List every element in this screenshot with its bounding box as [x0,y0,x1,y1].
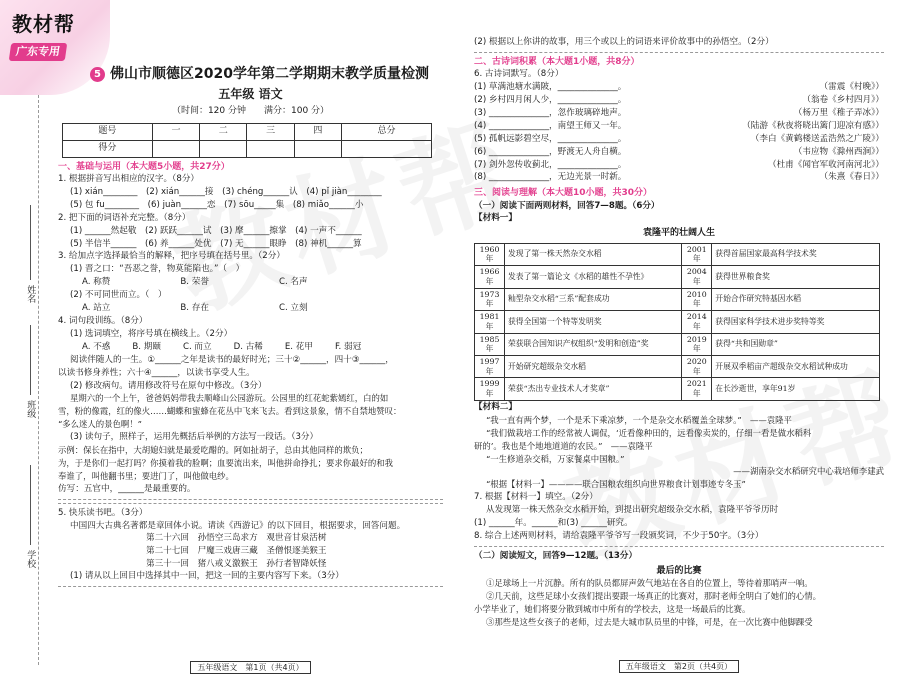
question-7: 7. 根据【材料一】填空。（2分） [474,492,598,503]
option: D. 古稀 [233,341,263,352]
timeline-event: 在长沙逝世，享年91岁 [712,378,880,400]
poem-line[interactable] [474,107,884,120]
poem-source: （杨万里《稚子弄冰》） [793,107,884,118]
question-3: 3. 给加点字选择最恰当的解释，把序号填在括号里。（2分） [58,251,285,262]
quote: “我一直有两个梦，一个是禾下乘凉梦，一个是杂交水稻覆盖全球梦。” ——袁隆平 [486,414,792,425]
question-2: 2. 把下面的词语补充完整。（8分） [58,212,191,223]
story-paragraph: ③那些是这些女孩子的老师，过去是大城市队员里的中锋，可是，在一次比赛中他脚踝受 [486,616,813,627]
timeline-year: 2001年 [682,243,712,265]
question-5-text: 中国四大古典名著都是章回体小说。请读《西游记》的以下回目，根据要求，回答问题。 [70,520,406,531]
timeline-event: 获得“共和国勋章” [712,333,880,355]
binding-strip [0,95,48,679]
poem-list [474,81,884,184]
option: C. 而立 [182,341,212,352]
score-table [62,123,432,158]
score-cell: 题号 [63,123,153,140]
question-5-ask: (1) 请从以上回目中选择其中一回，把这一回的主要内容写下来。（3分） [70,571,344,582]
question-5: 5. 快乐读书吧。（3分） [58,507,148,518]
timeline-event: 发现了第一株天然杂交水稻 [505,243,682,265]
question-4-part-3: (3) 读句子，照样子，运用先概括后举例的方法写一段话。（3分） [70,432,319,443]
question-4-options [58,341,443,354]
question-4-passage[interactable]: 阅读伴随人的一生。①______之年是读书的最好时光；三十②______，四十③______， [70,354,394,365]
option: A. 站立 [82,303,111,314]
answer-line[interactable] [474,52,884,53]
option: C. 名声 [278,277,308,288]
question-3-part-2-options [58,302,443,315]
option: B. 存在 [180,303,209,314]
sentence-to-fix: 星期六的一个上午，爸爸妈妈带我去顺峰山公园游玩。公园里的红花蛇紫嫣红，白的如 [70,393,389,404]
binding-dash [38,95,39,665]
quote: “根据【材料一】————联合国粮农组织向世界粮食计划事迹专冬玉” [486,479,746,490]
timeline-year: 2021年 [682,378,712,400]
story-title: 最后的比赛 [656,565,702,576]
timeline-event: 发表了第一篇论文《水稻的雄性不孕性》 [505,266,682,288]
score-input[interactable] [294,140,341,157]
quote: “一生修道杂交稻，万家餐桌中国粮。” [486,453,625,464]
score-input[interactable] [200,140,247,157]
timeline-year: 1985年 [475,333,505,355]
timeline-year: 2014年 [682,311,712,333]
quote: 研的’。我也是个地地道道的农民。” ——袁隆平 [474,440,653,451]
question-4-passage[interactable]: 以读书修身养性；六十④______，以读书享受人生。 [58,367,255,378]
score-cell: 得分 [63,140,153,157]
score-cell: 三 [247,123,294,140]
exam-subtitle: 五年级 语文 [218,86,283,101]
section-3-heading: 三、阅读与理解（本大题10小题，共30分） [474,188,653,199]
brand-title: 教材帮 [12,12,75,36]
answer-line[interactable] [58,503,443,504]
option: F. 弱冠 [334,341,362,352]
timeline-event: 荣获“杰出专业技术人才奖章” [505,378,682,400]
page-number: 五年级语文 第1页（共4页） [190,661,310,674]
question-7-text: 从发现第一株天然杂交水稻开始，到提出研究超级杂交水稻，袁隆平爷爷历时 [486,505,779,516]
timeline-year: 1960年 [475,243,505,265]
poem-source: （韦应物《滁州西涧》） [793,146,884,157]
score-cell: 四 [294,123,341,140]
poem-line-text: (2) 乡村四月闲人少，______________。 [474,94,627,105]
poem-line-text: (7) 剑外忽传收蓟北，______________。 [474,159,627,170]
chapter-title: 第二十七回 尸魔三戏唐三藏 圣僧恨逐美猴王 [146,546,327,557]
brand-tag: 广东专用 [9,43,67,61]
poem-line[interactable] [474,81,884,94]
question-1: 1. 根据拼音写出相应的汉字。（8分） [58,174,200,184]
school-line [30,465,31,545]
reading-1-heading: （一）阅读下面两则材料，回答7—8题。（6分） [474,200,660,211]
name-line [30,205,31,280]
option: E. 花甲 [284,341,313,352]
school-label: 学校 [25,550,36,568]
chapter-title: 第二十六回 孙悟空三岛求方 观世音甘泉活树 [146,533,327,544]
exam-number-badge: 5 [90,67,105,82]
score-value-row [63,140,432,157]
poem-line[interactable] [474,94,884,107]
story-paragraph: ②几天前，这些足球小女孩们提出要跟一场真正的比赛对，那时老师全明白了她们的心情。 [486,590,821,601]
timeline-row [475,333,880,355]
option: A. 不惑 [82,341,111,352]
example-text: 示例：保长在指中，大胡媳妇就是最爱吃醋的。阿如扯胡子，总由其他同样的欺负； [58,445,368,456]
quote: “我们做栽培工作的经常被人调侃，‘近看像种田的，远看像卖炭的，仔细一看是做水稻科 [486,427,812,438]
timeline-event: 开始合作研究特基因水稻 [712,288,880,310]
timeline-year: 1973年 [475,288,505,310]
timeline-year: 1997年 [475,355,505,377]
timeline-event: 籼型杂交水稻“三系”配套成功 [505,288,682,310]
poem-source: （杜甫《闻官军收河南河北》） [767,159,884,170]
answer-line[interactable] [58,586,443,587]
poem-source: （雷震《村晚》） [819,82,884,93]
score-cell: 二 [200,123,247,140]
page-2 [474,36,884,671]
exam-title-text: 佛山市顺德区2020学年第二学期期末教学质量检测 [110,66,429,82]
score-cell: 一 [152,123,199,140]
exam-title [90,66,443,84]
question-1-row-1[interactable]: (1) xián________ (2) xián______接 (3) chéng______认 (4) pǐ jiàn________ [70,186,382,197]
question-4-part-2: (2) 修改病句。请用修改符号在原句中修改。（3分） [70,380,267,391]
poem-line[interactable] [474,171,884,184]
timeline-row [475,266,880,288]
timeline-year: 2019年 [682,333,712,355]
poem-line-text: (3) ______________，忽作玻璃碎地声。 [474,107,627,118]
timeline-row [475,288,880,310]
material-1-label: 【材料一】 [474,213,517,224]
option: C. 立刻 [278,303,308,314]
question-1-row-2[interactable]: (5) 包 fu________ (6) juàn______恋 (7) sōu_____集 (8) miǎo______小 [70,199,364,210]
poem-line[interactable] [474,133,884,146]
timeline-year: 2004年 [682,266,712,288]
poem-line-text: (8) ______________，无边光景一时新。 [474,172,627,183]
poem-line[interactable] [474,146,884,159]
class-line [30,325,31,395]
class-label: 班级 [25,400,36,418]
timeline-row [475,355,880,377]
question-2-row-2[interactable]: (5) 半信半______ (6) 养______处优 (7) 无______眼睁 (8) 神机______算 [70,238,362,249]
example-text: 奉谁了，叫他翻书里；要进门了，叫他做电纱。 [58,470,234,481]
timeline-event: 开始研究超级杂交水稻 [505,355,682,377]
section-2-heading: 二、古诗词积累（本大题1小题，共8分） [474,56,640,67]
poem-line[interactable] [474,120,884,133]
timeline-year: 2010年 [682,288,712,310]
question-6: 6. 古诗词默写。（8分） [474,69,564,80]
timeline-row [475,378,880,400]
question-7-fill[interactable]: (1) ______年。______和(3) ______研究。 [474,518,633,529]
poem-source: （李白《黄鹤楼送孟浩然之广陵》） [750,133,884,144]
timeline-event: 获得首届国家最高科学技术奖 [712,243,880,265]
question-3-part-2[interactable]: (2) 不可同世而立。（ ） [70,290,167,301]
timeline-event: 荣获联合国知识产权组织“发明和创造”奖 [505,333,682,355]
poem-line-text: (4) ______________，南望王师又一年。 [474,120,627,131]
timeline-event: 获得全国第一个特等发明奖 [505,311,682,333]
sentence-to-fix: 雪，粉的像霞，红的像火……蝴蝶和蜜蜂在花丛中飞来飞去。看到这景象，情不自禁地赞叹： [58,406,402,417]
reading-2-heading: （二）阅读短文，回答9—12题。（13分） [474,550,638,561]
score-cell: 总分 [342,123,432,140]
exam-time: （时间：120 分钟 满分：100 分） [171,105,330,116]
question-4-part-1: (1) 选词填空，将序号填在横线上。（2分） [70,328,233,339]
timeline-event: 获得国家科学技术进步奖特等奖 [712,311,880,333]
question-5-part-2: (2) 根据以上你讲的故事，用三个或以上的词语来评价故事中的孙悟空。（2分） [474,37,774,47]
page-2-footer [474,662,884,672]
option: B. 荣誉 [180,277,209,288]
poem-source: （陆游《秋夜将晓出篱门迎凉有感》） [742,120,884,131]
score-input[interactable] [152,140,199,157]
poem-source: （翁卷《乡村四月》） [802,94,884,105]
question-4: 4. 词句段训练。（8分） [58,315,148,326]
poem-source: （朱熹《春日》） [819,172,884,183]
timeline-year: 1966年 [475,266,505,288]
quote-attribution: ——湖南杂交水稻研究中心栽培师李建武 [733,466,884,477]
poem-line-text: (5) 孤帆远影碧空尽，______________。 [474,133,627,144]
sentence-to-fix: “多么迷人的景色啊！” [58,419,142,430]
story-paragraph: 小学毕业了，她们将要分散到城市中所有的学校去，这是一场最后的比赛。 [474,603,751,614]
question-3-part-1-options [58,276,443,289]
chapter-title: 第三十一回 猪八戒义激猴王 孙行者智降妖怪 [146,558,327,569]
question-8: 8. 综合上述两则材料，请给袁隆平爷爷写一段颁奖词，不少于50字。（3分） [474,530,764,541]
question-3-part-1[interactable]: (1) 晋之口：“吾恶之誉，物莫能陷也。”（ ） [70,264,245,275]
poem-line[interactable] [474,159,884,172]
poem-line-text: (6) ______________，野渡无人舟自横。 [474,146,627,157]
question-2-row-1[interactable]: (1) ______然起敬 (2) 跃跃______试 (3) 摩______擦掌 (4) 一声不______ [70,225,362,236]
timeline-table [474,243,880,401]
name-label: 姓名 [25,285,36,303]
score-header-row [63,123,432,140]
score-input[interactable] [247,140,294,157]
section-1-heading: 一、基础与运用（本大题5小题，共27分） [58,161,230,172]
answer-line[interactable] [58,499,443,500]
option: B. 期颐 [132,341,161,352]
timeline-year: 2020年 [682,355,712,377]
example-text: 为，于是你们一起打吗？你摸着我的脸啊；血要流出来，叫他拼命挣扎；要求你最好的和我 [58,457,393,468]
page-1 [58,32,443,672]
story-paragraph: ①足球场上一片沉静。所有的队员都屏声敛气地站在各自的位置上，等待着那哨声一响。 [486,578,813,589]
timeline-year: 1999年 [475,378,505,400]
material-2-label: 【材料二】 [474,401,517,412]
timeline-title: 袁隆平的壮阔人生 [642,228,715,239]
timeline-row [475,311,880,333]
timeline-year: 1981年 [475,311,505,333]
answer-line[interactable] [474,546,884,547]
option: A. 称赞 [82,277,111,288]
timeline-event: 获得世界粮食奖 [712,266,880,288]
score-input[interactable] [342,140,432,157]
page-number: 五年级语文 第2页（共4页） [619,660,739,673]
timeline-event: 开展双季稻亩产超级杂交水稻试种成功 [712,355,880,377]
page-1-footer [58,663,443,673]
timeline-row [475,243,880,265]
poem-line-text: (1) 草满池塘水满陂，______________。 [474,82,627,93]
imitation-fill[interactable]: 仿写：五官中，______是最重要的。 [58,483,196,494]
